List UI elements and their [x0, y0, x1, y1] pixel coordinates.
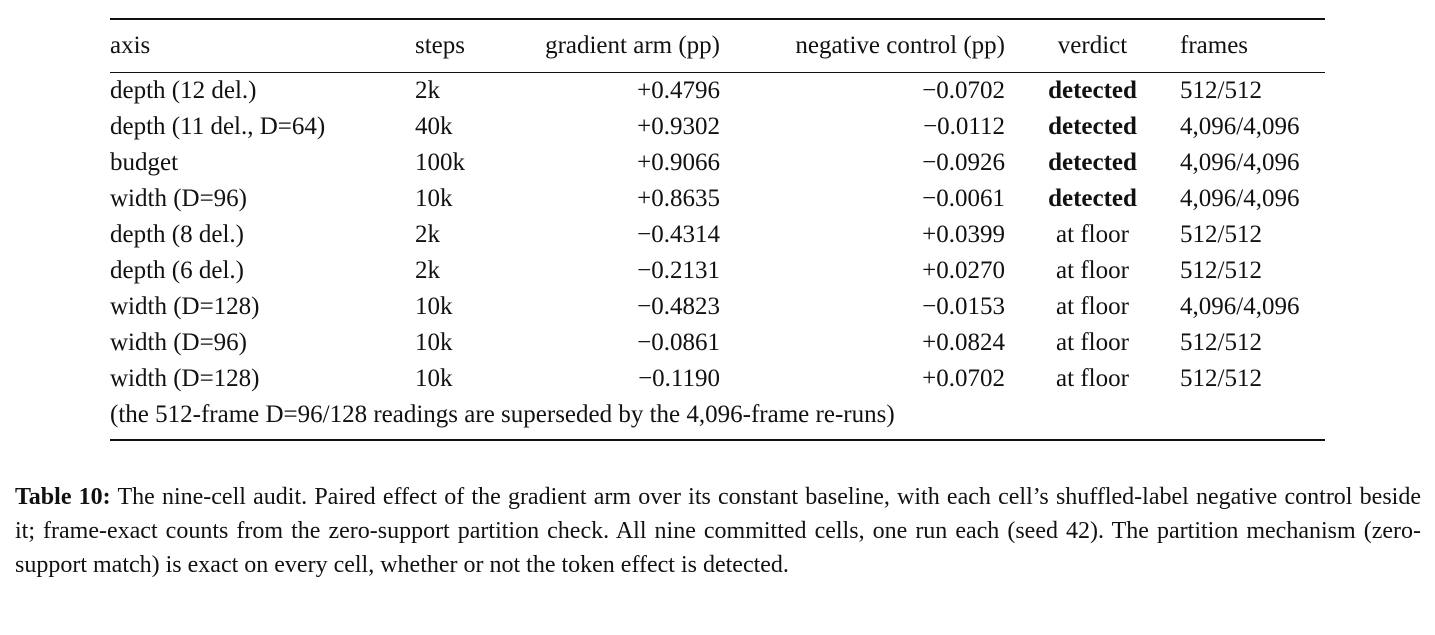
cell-steps: 2k	[415, 221, 440, 248]
cell-negative-control: −0.0702	[922, 77, 1005, 104]
cell-axis: depth (8 del.)	[110, 221, 244, 248]
cell-axis: width (D=128)	[110, 293, 260, 320]
table-row	[110, 145, 1325, 181]
cell-frames: 4,096/4,096	[1180, 113, 1300, 140]
table-row	[110, 325, 1325, 361]
cell-steps: 10k	[415, 293, 453, 320]
cell-gradient-arm: +0.9066	[637, 149, 720, 176]
cell-negative-control: +0.0702	[922, 365, 1005, 392]
header-negative-control: negative control (pp)	[795, 32, 1005, 59]
table-row	[110, 181, 1325, 217]
table-row	[110, 253, 1325, 289]
cell-axis: depth (12 del.)	[110, 77, 257, 104]
cell-steps: 2k	[415, 77, 440, 104]
cell-steps: 10k	[415, 329, 453, 356]
header-axis: axis	[110, 32, 151, 59]
cell-negative-control: −0.0153	[922, 293, 1005, 320]
table-note: (the 512-frame D=96/128 readings are superseded by the 4,096-frame re-runs)	[110, 401, 895, 428]
cell-frames: 512/512	[1180, 329, 1262, 356]
header-frames: frames	[1180, 32, 1249, 59]
cell-axis: depth (6 del.)	[110, 257, 244, 284]
cell-gradient-arm: +0.4796	[637, 77, 720, 104]
audit-table	[110, 20, 1325, 433]
cell-axis: width (D=96)	[110, 329, 247, 356]
table-caption	[15, 480, 1421, 582]
cell-frames: 512/512	[1180, 77, 1262, 104]
cell-gradient-arm: −0.0861	[637, 329, 720, 356]
table-row	[110, 109, 1325, 145]
cell-verdict: at floor	[1056, 365, 1129, 392]
cell-gradient-arm: −0.4823	[637, 293, 720, 320]
table-row	[110, 361, 1325, 397]
table-row	[110, 289, 1325, 325]
caption-label: Table 10:	[15, 484, 111, 510]
cell-frames: 512/512	[1180, 257, 1262, 284]
table-note-row	[110, 397, 1325, 433]
table-body	[110, 73, 1325, 433]
cell-frames: 512/512	[1180, 221, 1262, 248]
cell-frames: 4,096/4,096	[1180, 149, 1300, 176]
cell-frames: 4,096/4,096	[1180, 185, 1300, 212]
cell-steps: 40k	[415, 113, 453, 140]
header-gradient-arm: gradient arm (pp)	[545, 32, 720, 59]
cell-negative-control: +0.0824	[922, 329, 1005, 356]
cell-verdict: at floor	[1056, 221, 1129, 248]
cell-steps: 10k	[415, 365, 453, 392]
cell-negative-control: +0.0399	[922, 221, 1005, 248]
cell-axis: width (D=128)	[110, 365, 260, 392]
cell-verdict: detected	[1048, 149, 1137, 176]
cell-verdict: detected	[1048, 185, 1137, 212]
results-table-container	[110, 18, 1325, 441]
cell-gradient-arm: +0.9302	[637, 113, 720, 140]
cell-verdict: at floor	[1056, 293, 1129, 320]
cell-gradient-arm: −0.2131	[637, 257, 720, 284]
header-steps: steps	[415, 32, 465, 59]
cell-negative-control: −0.0061	[922, 185, 1005, 212]
cell-negative-control: −0.0926	[922, 149, 1005, 176]
cell-steps: 100k	[415, 149, 465, 176]
cell-negative-control: −0.0112	[923, 113, 1005, 140]
cell-axis: budget	[110, 149, 179, 176]
caption-text: The nine-cell audit. Paired effect of the gradient arm over its constant baseline, with each cell’s shuffled-label negative control beside it; frame-exact counts from the zero-support partition check. All nine committed cells, one run each (seed 42). The partition mechanism (zero-support match) is exact on every cell, whether or not the token effect is detected.	[15, 484, 1421, 578]
cell-axis: width (D=96)	[110, 185, 247, 212]
header-row	[110, 20, 1325, 72]
cell-frames: 4,096/4,096	[1180, 293, 1300, 320]
cell-negative-control: +0.0270	[922, 257, 1005, 284]
cell-gradient-arm: −0.1190	[638, 365, 720, 392]
cell-verdict: detected	[1048, 113, 1137, 140]
cell-verdict: at floor	[1056, 257, 1129, 284]
cell-steps: 2k	[415, 257, 440, 284]
cell-gradient-arm: +0.8635	[637, 185, 720, 212]
header-verdict: verdict	[1057, 32, 1128, 59]
cell-verdict: at floor	[1056, 329, 1129, 356]
table-row	[110, 73, 1325, 109]
table-row	[110, 217, 1325, 253]
cell-gradient-arm: −0.4314	[637, 221, 720, 248]
bottom-rule	[110, 439, 1325, 441]
cell-axis: depth (11 del., D=64)	[110, 113, 326, 140]
cell-frames: 512/512	[1180, 365, 1262, 392]
cell-steps: 10k	[415, 185, 453, 212]
cell-verdict: detected	[1048, 77, 1137, 104]
